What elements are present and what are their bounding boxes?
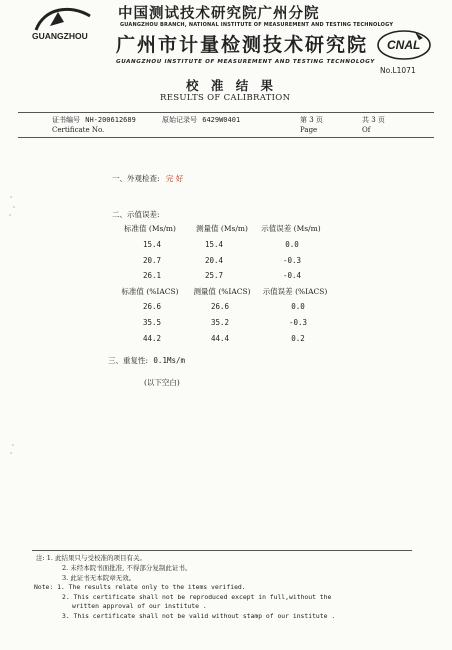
cert-no-label-cn: 证书编号 — [52, 116, 80, 124]
repeatability-label: 三、重复性: — [108, 356, 149, 365]
document-title-cn: 校 准 结 果 — [186, 78, 278, 93]
table2-cell: 26.6 — [142, 302, 162, 311]
table1-cell: 15.4 — [142, 240, 162, 249]
blank-below-note: (以下空白) — [144, 378, 180, 387]
table1-header: 示值误差 (Ms/m) — [261, 224, 321, 233]
visual-check-label: 一、外观检查: — [112, 174, 160, 183]
logo-right-text: CNAL — [387, 38, 421, 52]
guangzhou-institute-logo-icon — [30, 6, 106, 42]
note-cn-3: 3. 此证书无本院章无效。 — [62, 574, 136, 582]
org-name-cn-secondary: 广州市计量检测技术研究院 — [116, 34, 369, 56]
note-cn-2: 2. 未经本院书面批准, 不得部分复制此证书。 — [62, 564, 192, 572]
table1-header: 标准值 (Ms/m) — [124, 224, 176, 233]
repeatability-value: 0.1Ms/m — [153, 356, 186, 365]
table2-cell: -0.3 — [288, 318, 308, 327]
visual-check-row — [112, 173, 183, 184]
repeatability-row — [108, 355, 185, 366]
table1-cell: -0.3 — [282, 256, 302, 265]
cert-no-value: NH-200612689 — [85, 116, 136, 124]
record-no-value: 6429W0401 — [202, 116, 241, 124]
table2-header: 标准值 (%IACS) — [121, 287, 179, 296]
org-name-cn-primary: 中国测试技术研究院广州分院 — [118, 5, 320, 22]
logo-left-text: GUANGZHOU — [32, 31, 88, 41]
cnal-logo — [375, 28, 433, 64]
record-no-label-cn: 原始记录号 — [162, 116, 197, 124]
note-en-3: 3. This certificate shall not be valid without stamp of our institute . — [62, 612, 336, 620]
cnal-accreditation-logo-icon — [375, 28, 433, 64]
table2-cell: 35.2 — [210, 318, 230, 327]
table1-cell: 25.7 — [204, 271, 224, 280]
page-label-cn: 第 3 页 — [300, 116, 323, 124]
notes-divider — [32, 550, 412, 551]
table2-cell: 44.2 — [142, 334, 162, 343]
institute-logo — [30, 6, 106, 42]
table1-cell: 20.4 — [204, 256, 224, 265]
table1-cell: 26.1 — [142, 271, 162, 280]
cert-no-label-en: Certificate No. — [52, 126, 105, 134]
lab-number: No.L1071 — [380, 66, 416, 75]
note-en-2-cont: written approval of our institute . — [72, 602, 207, 610]
record-no-row — [162, 115, 240, 125]
table2-header: 测量值 (%IACS) — [193, 287, 251, 296]
note-en-1: Note: 1. The results relate only to the items verified. — [34, 583, 246, 591]
page-label-en: Page — [300, 126, 318, 134]
table1-cell: 15.4 — [204, 240, 224, 249]
document-title-en: RESULTS OF CALIBRATION — [160, 93, 291, 103]
top-divider — [18, 112, 434, 113]
table1-cell: -0.4 — [282, 271, 302, 280]
table1-cell: 20.7 — [142, 256, 162, 265]
table2-cell: 0.0 — [291, 302, 305, 311]
indication-error-label: 二、示值误差: — [112, 210, 160, 219]
table2-cell: 44.4 — [210, 334, 230, 343]
table2-cell: 35.5 — [142, 318, 162, 327]
total-pages-cn: 共 3 页 — [362, 116, 385, 124]
total-pages-en: Of — [362, 126, 371, 134]
table2-cell: 0.2 — [291, 334, 305, 343]
note-cn-1: 注: 1. 此结果只与受校准的项目有关。 — [36, 554, 147, 562]
visual-check-result: 完 好 — [165, 174, 184, 183]
table1-cell: 0.0 — [285, 240, 299, 249]
info-divider — [18, 137, 434, 138]
org-name-en-secondary: GUANGZHOU INSTITUTE OF MEASUREMENT AND TESTING TECHNOLOGY — [116, 59, 375, 65]
table2-cell: 26.6 — [210, 302, 230, 311]
table1-header: 测量值 (Ms/m) — [196, 224, 248, 233]
note-en-2: 2. This certificate shall not be reproduced except in full,without the — [62, 593, 332, 601]
org-name-en-primary: GUANGZHOU BRANCH, NATIONAL INSTITUTE OF MEASUREMENT AND TESTING TECHNOLOGY — [120, 22, 394, 28]
table2-header: 示值误差 (%IACS) — [262, 287, 328, 296]
cert-no-row — [52, 115, 136, 125]
